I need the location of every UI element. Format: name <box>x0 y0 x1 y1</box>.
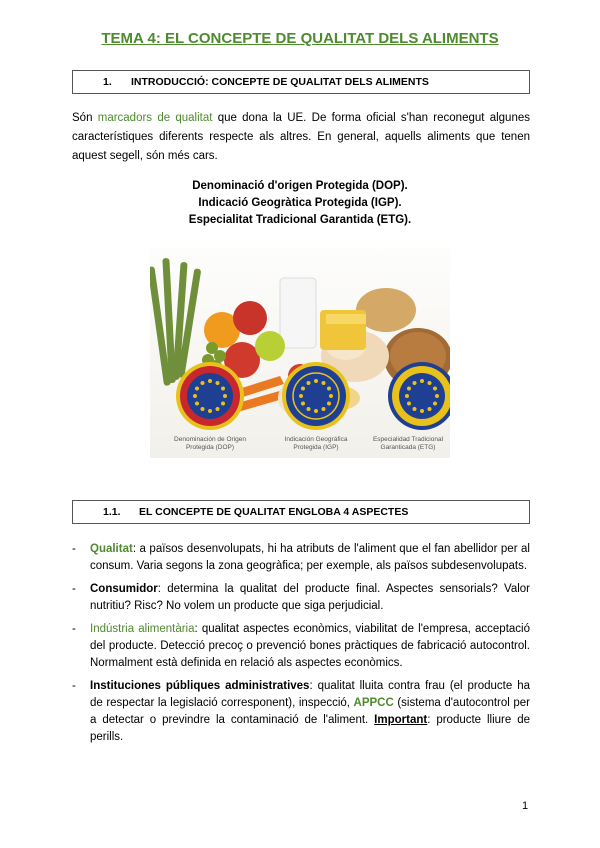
label-etg: Especialitat Tradicional Garantida (ETG). <box>188 214 412 226</box>
intro-text-start: Són <box>72 112 98 124</box>
caption-igp-line2: Protegida (IGP) <box>293 444 339 451</box>
caption-dop-line1: Denominación de Origen <box>174 436 246 443</box>
list-item: - Consumidor: determina la qualitat del producte final. Aspectes sensorials? Valor nutritiu? Risc? No volem un producte que siga perjudicial. <box>72 583 530 612</box>
item-highlight-appcc: APPCC <box>353 697 394 709</box>
caption-igp-line1: Indicación Geográfica <box>284 436 348 443</box>
item-term: Consumidor <box>90 583 158 595</box>
section-heading-introduccio <box>72 70 530 94</box>
quality-labels-list <box>0 178 600 229</box>
intro-text-end: que dona la UE. De forma oficial s'han reconegut algunes característiques diferents respecte als altres. En general, aquells aliments que tenen aquest segell, són més cars. <box>72 112 530 162</box>
caption-dop <box>160 436 260 452</box>
item-term: Indústria alimentària <box>90 623 195 635</box>
item-text: : determina la qualitat del producte final. Aspectes sensorials? Valor nutritiu? Risc? No volem un producte que siga perjudicial. <box>90 583 530 612</box>
item-text: : producte lliure de perills. <box>90 714 530 743</box>
section-number: 1.1. <box>103 506 121 518</box>
seal-igp-icon <box>282 362 350 430</box>
section-number: 1. <box>103 76 112 88</box>
list-item: - Instituciones públiques administratives: qualitat lluita contra frau (el producte ha de respectar la legislació corresponent), inspecció, APPCC (sistema d'autocontrol per a detectar o previndre la contaminació de l'aliment. Important: producte lliure de perills. <box>72 680 530 743</box>
section-heading-aspectes <box>72 500 530 524</box>
item-text: : qualitat aspectes econòmics, viabilitat de l'empresa, acceptació del producte. Detecció precoç o prevenció bones pràctiques de fabricació autocontrol. Normalment està definida en relació als aspectes econòmics. <box>90 623 530 669</box>
caption-igp <box>266 436 366 452</box>
list-item: - Qualitat: a països desenvolupats, hi ha atributs de l'aliment que el fan abellidor per al consum. Varia segons la zona geogràfica; per exemple, als països subdesenvolupats. <box>72 543 530 572</box>
quality-seals-figure <box>150 248 450 458</box>
food-illustration <box>150 248 450 458</box>
item-text: : qualitat lluita contra frau (el producte ha de respectar la legislació corresponent), inspecció, <box>90 680 530 709</box>
item-term: Instituciones públiques administratives <box>90 680 310 692</box>
caption-dop-line2: Protegida (DOP) <box>185 444 235 451</box>
intro-highlight: marcadors de qualitat <box>97 112 213 124</box>
intro-paragraph <box>72 109 530 166</box>
page-title: TEMA 4: EL CONCEPTE DE QUALITAT DELS ALIMENTS <box>101 30 499 47</box>
item-important: Important <box>374 714 428 726</box>
list-item: - Indústria alimentària: qualitat aspectes econòmics, viabilitat de l'empresa, acceptació del producte. Detecció precoç o prevenció bones pràctiques de fabricació autocontrol. Normalment està definida en relació als aspectes econòmics. <box>72 623 530 669</box>
section-heading-text: EL CONCEPTE DE QUALITAT ENGLOBA 4 ASPECTES <box>139 506 409 518</box>
item-term: Qualitat <box>90 543 133 555</box>
caption-etg-line1: Especialidad Tradicional <box>372 436 444 443</box>
item-text: (sistema d'autocontrol per a detectar o previndre la contaminació de l'aliment. <box>90 697 530 726</box>
seal-dop-icon <box>176 362 244 430</box>
section-heading-text: INTRODUCCIÓ: CONCEPTE DE QUALITAT DELS ALIMENTS <box>131 76 429 88</box>
page-number: 1 <box>522 800 529 812</box>
caption-etg-line2: Garanticada (ETG) <box>380 444 436 451</box>
caption-etg <box>358 436 450 452</box>
item-text: : a països desenvolupats, hi ha atributs de l'aliment que el fan abellidor per al consum. Varia segons la zona geogràfica; per exemple, als països subdesenvolupats. <box>90 543 530 572</box>
aspects-list <box>72 541 530 746</box>
label-igp: Indicació Geogràtica Protegida (IGP). <box>198 197 402 209</box>
label-dop: Denominació d'origen Protegida (DOP). <box>192 180 408 192</box>
